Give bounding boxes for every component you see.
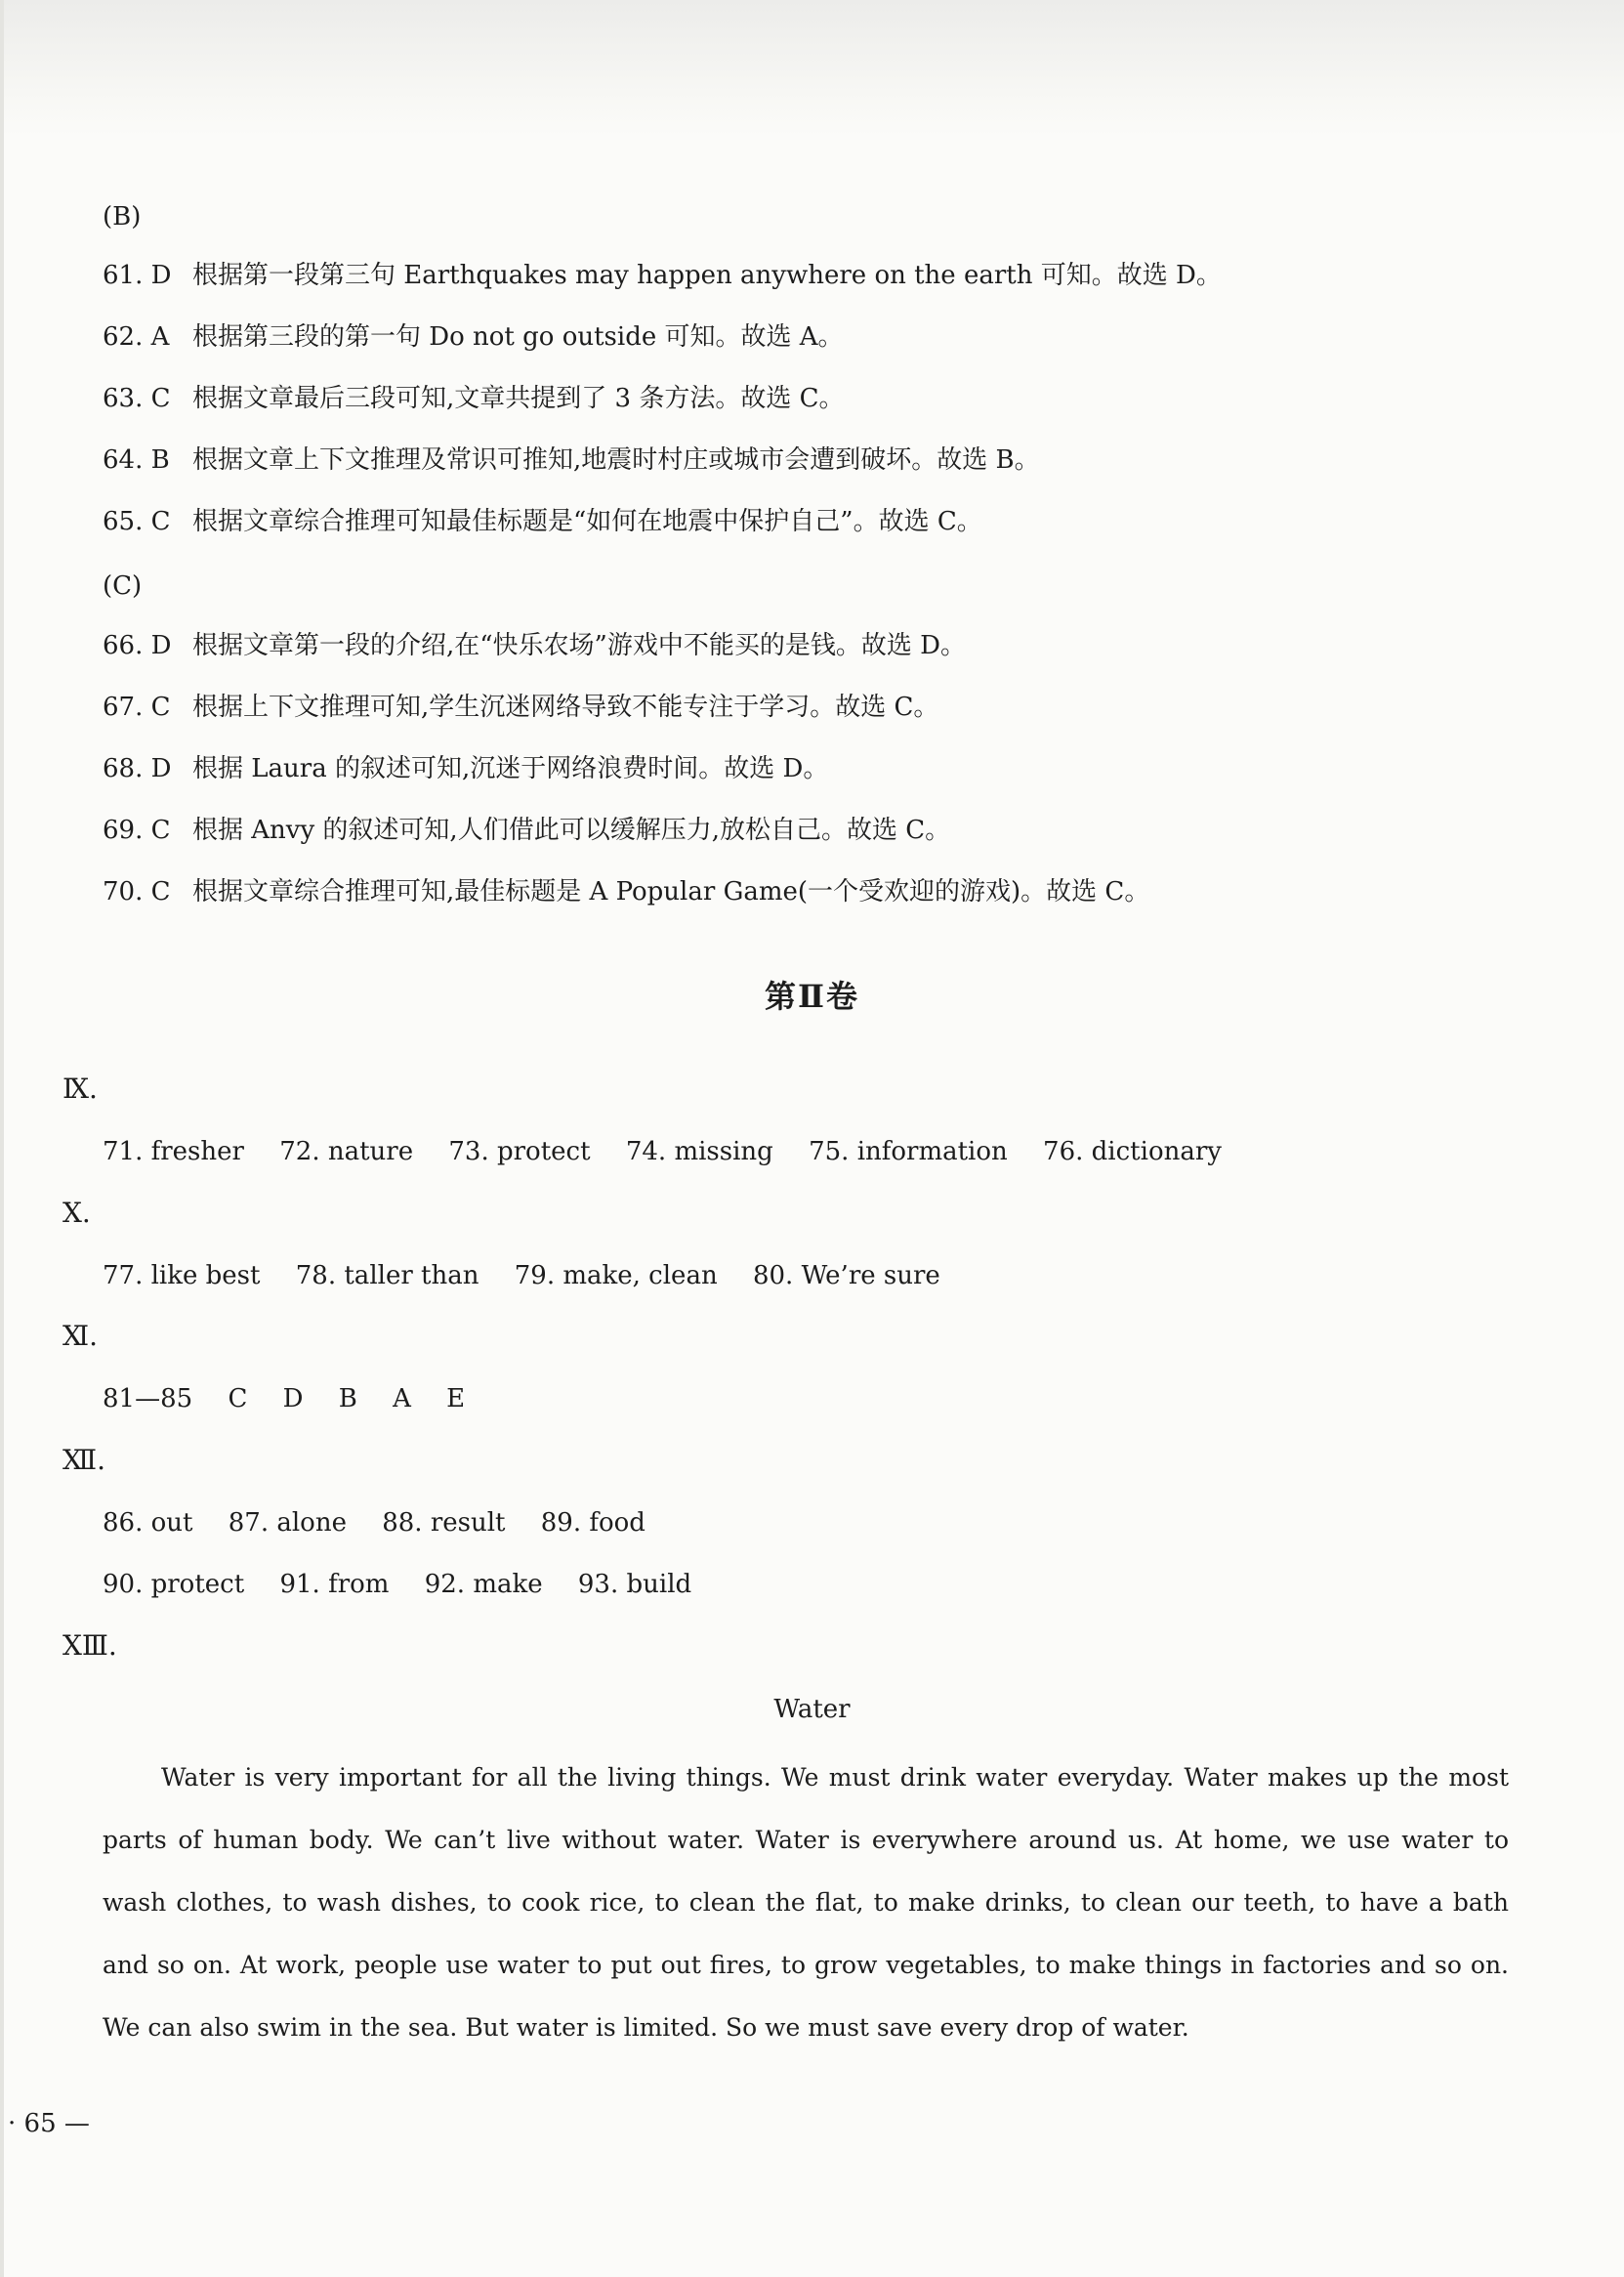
answer-item: 72. nature (279, 1137, 414, 1166)
essay-title: Water (773, 1695, 851, 1724)
answer-item: 93. build (577, 1570, 692, 1599)
answer-explanation: 根据文章最后三段可知,文章共提到了 3 条方法。故选 C。 (192, 384, 845, 413)
answer-item: 73. protect (448, 1137, 591, 1166)
answer-row-81-85 (103, 1382, 492, 1415)
answer-explanation: 根据文章综合推理可知,最佳标题是 A Popular Game(一个受欢迎的游戏)。故选 C。 (192, 877, 1150, 907)
answer-number: 67. C (103, 693, 171, 722)
answer-item: 75. information (809, 1137, 1008, 1166)
answer-67 (103, 691, 938, 724)
answer-explanation: 根据第一段第三句 Earthquakes may happen anywhere on the earth 可知。故选 D。 (192, 261, 1222, 290)
answer-66 (103, 629, 966, 662)
roman-heading-9: Ⅸ. (62, 1073, 98, 1105)
answer-item: 78. taller than (295, 1261, 479, 1290)
scan-shade (0, 0, 1624, 137)
answer-item: E (446, 1384, 466, 1413)
answer-item: 86. out (103, 1508, 193, 1538)
answer-item: 92. make (424, 1570, 543, 1599)
answer-item: C (228, 1384, 248, 1413)
answer-item: 80. We’re sure (752, 1261, 940, 1290)
answer-item: 74. missing (625, 1137, 773, 1166)
answer-number: 65. C (103, 507, 171, 536)
answer-70 (103, 875, 1149, 908)
answer-row-77-80 (103, 1259, 968, 1292)
answer-explanation: 根据 Laura 的叙述可知,沉迷于网络浪费时间。故选 D。 (192, 754, 829, 783)
answer-explanation: 根据第三段的第一句 Do not go outside 可知。故选 A。 (192, 322, 844, 352)
roman-heading-12: Ⅻ. (62, 1444, 105, 1476)
answer-65 (103, 505, 982, 538)
answer-number: 63. C (103, 384, 171, 413)
answer-item: 88. result (382, 1508, 506, 1538)
answer-number: 70. C (103, 877, 171, 907)
answer-row-90-93 (103, 1568, 719, 1601)
answer-64 (103, 443, 1040, 477)
answer-item: 81—85 (103, 1384, 193, 1413)
answer-number: 66. D (103, 631, 172, 660)
answer-item: 87. alone (228, 1508, 347, 1538)
answer-explanation: 根据文章第一段的介绍,在“快乐农场”游戏中不能买的是钱。故选 D。 (192, 631, 966, 660)
part-two-title: 第Ⅱ卷 (765, 978, 859, 1015)
answer-explanation: 根据文章上下文推理及常识可推知,地震时村庄或城市会遭到破坏。故选 B。 (192, 445, 1040, 475)
answer-item: A (393, 1384, 411, 1413)
answer-number: 62. A (103, 322, 170, 352)
answer-number: 69. C (103, 816, 171, 845)
roman-heading-13: XⅢ. (62, 1629, 117, 1662)
page-number: · 65 — (8, 2109, 90, 2138)
answer-68 (103, 752, 828, 785)
answer-number: 61. D (103, 261, 172, 290)
answer-item: 91. from (279, 1570, 390, 1599)
essay-body: Water is very important for all the living things. We must drink water everyday. Water makes up the most parts of human body. We can’t live without water. Water is everywhere around us. At home, we use water to wash clothes, to wash dishes, to cook rice, to clean the flat, to make drinks, to clean our teeth, to have a bath and so on. At work, people use water to put out fires, to grow vegetables, to make things in factories and so on. We can also swim in the sea. But water is limited. So we must save every drop of water. (103, 1763, 1509, 2042)
answer-item: B (338, 1384, 357, 1413)
answer-63 (103, 382, 845, 415)
scan-edge (0, 0, 4, 2277)
answer-69 (103, 814, 950, 847)
answer-number: 64. B (103, 445, 170, 475)
answer-explanation: 根据 Anvy 的叙述可知,人们借此可以缓解压力,放松自己。故选 C。 (192, 816, 951, 845)
answer-row-86-89 (103, 1506, 673, 1539)
answer-61 (103, 259, 1222, 292)
section-label-b: (B) (103, 202, 142, 232)
answer-item: 77. like best (103, 1261, 261, 1290)
answer-explanation: 根据文章综合推理可知最佳标题是“如何在地震中保护自己”。故选 C。 (192, 507, 982, 536)
answer-row-71-76 (103, 1135, 1249, 1168)
answer-item: D (282, 1384, 304, 1413)
answer-explanation: 根据上下文推理可知,学生沉迷网络导致不能专注于学习。故选 C。 (192, 693, 939, 722)
section-label-c: (C) (103, 571, 143, 601)
answer-62 (103, 320, 844, 354)
roman-heading-10: Ⅹ. (62, 1197, 91, 1229)
answer-item: 76. dictionary (1043, 1137, 1222, 1166)
answer-item: 71. fresher (103, 1137, 244, 1166)
roman-heading-11: Ⅺ. (62, 1320, 99, 1352)
answer-item: 79. make, clean (514, 1261, 718, 1290)
answer-item: 90. protect (103, 1570, 245, 1599)
answer-number: 68. D (103, 754, 172, 783)
answer-item: 89. food (540, 1508, 645, 1538)
